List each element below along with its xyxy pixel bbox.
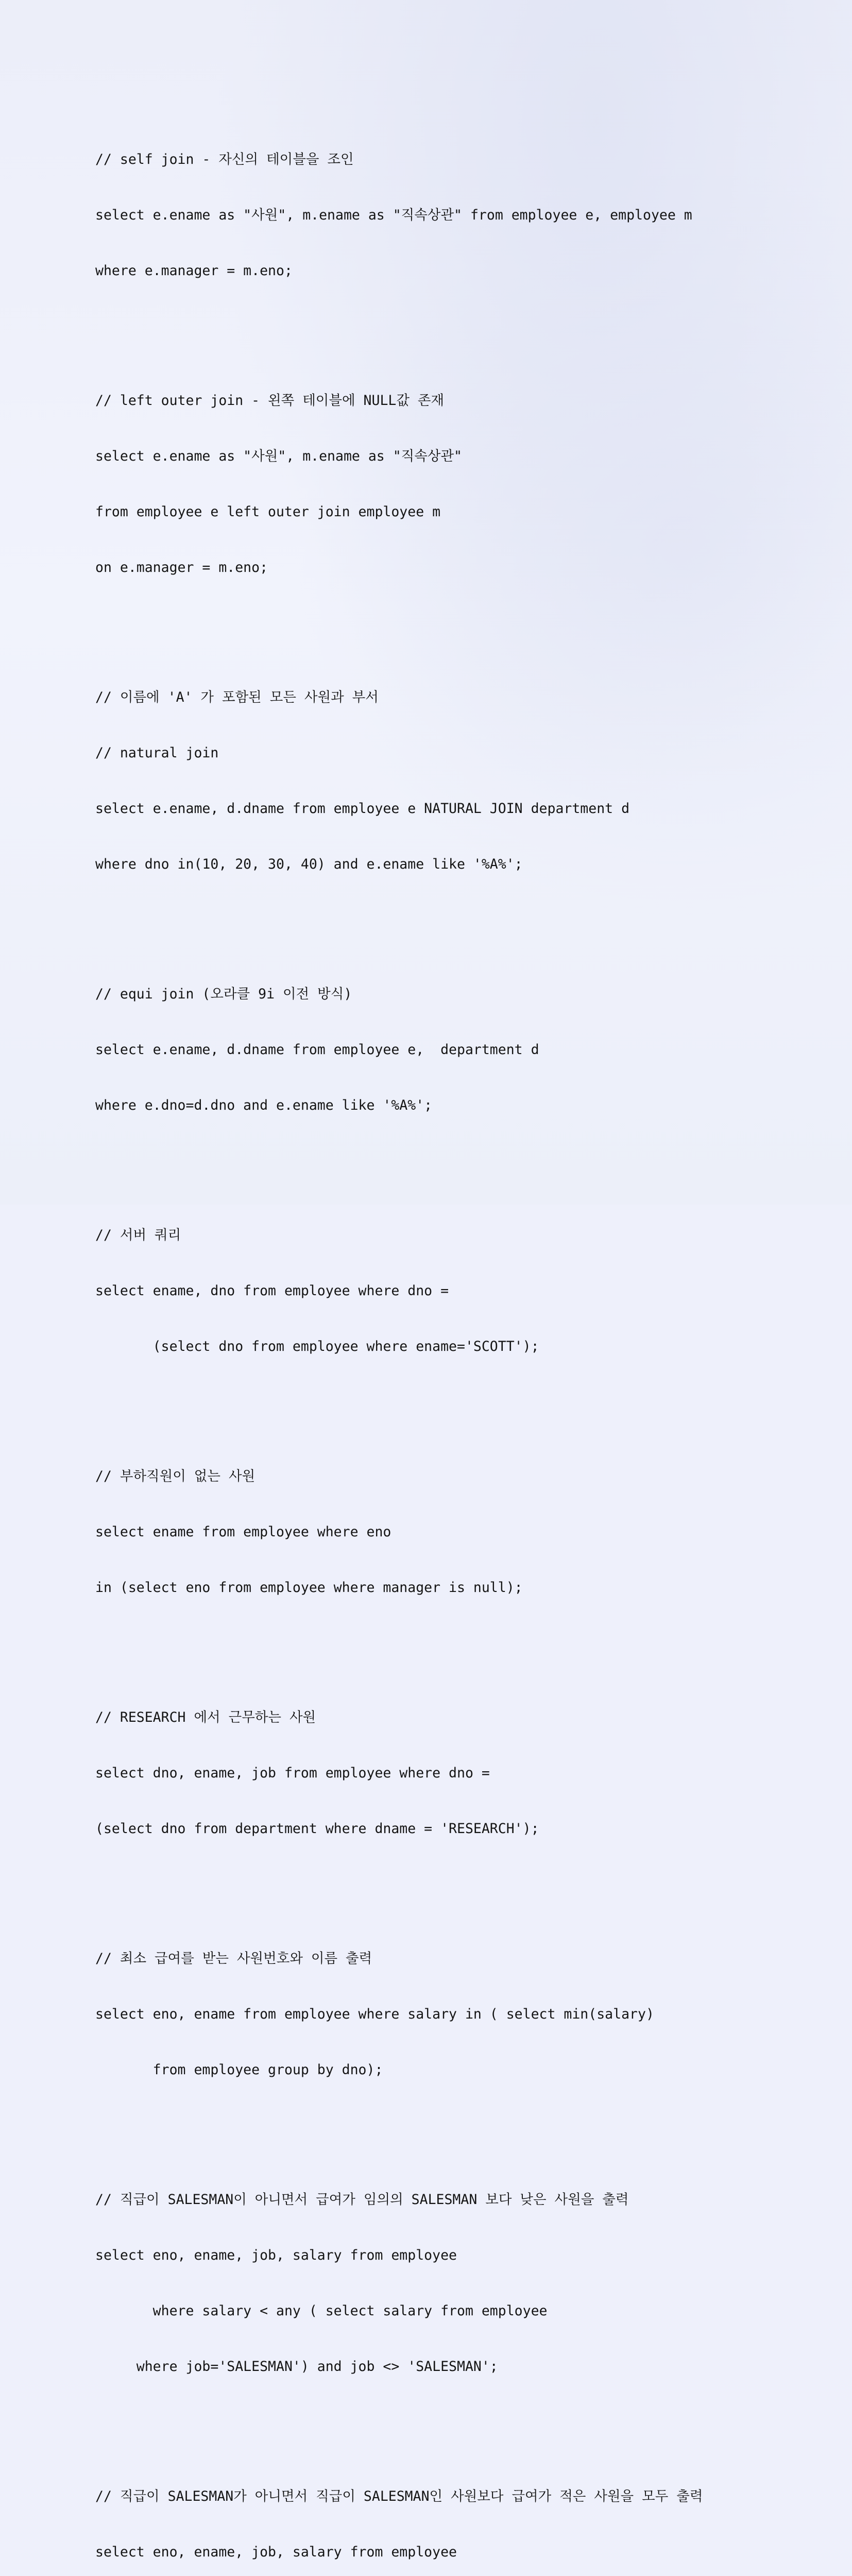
code-line: on e.manager = m.eno; [95, 560, 268, 575]
comment-line: // self join - 자신의 테이블을 조인 [95, 151, 354, 167]
comment-line: // 직급이 SALESMAN이 아니면서 급여가 임의의 SALESMAN 보다 낮은 사원을 출력 [95, 2192, 629, 2208]
code-line: (select dno from department where dname = 'RESEARCH'); [95, 1821, 539, 1837]
comment-line: // 최소 급여를 받는 사원번호와 이름 출력 [95, 1951, 372, 1967]
code-line: where dno in(10, 20, 30, 40) and e.ename like '%A%'; [95, 856, 523, 872]
comment-line: // 서버 쿼리 [95, 1227, 181, 1243]
code-line: select e.ename, d.dname from employee e NATURAL JOIN department d [95, 801, 630, 817]
comment-line: // left outer join - 왼쪽 테이블에 NULL값 존재 [95, 393, 445, 409]
code-line: select eno, ename from employee where salary in ( select min(salary) [95, 2006, 654, 2022]
code-line: where e.dno=d.dno and e.ename like '%A%'; [95, 1097, 433, 1113]
code-line: select ename, dno from employee where dno = [95, 1283, 449, 1299]
comment-line: // 부하직원이 없는 사원 [95, 1468, 255, 1484]
code-line: select dno, ename, job from employee where dno = [95, 1765, 490, 1781]
comment-line: // 이름에 'A' 가 포함된 모든 사원과 부서 [95, 689, 379, 705]
code-line: select e.ename as "사원", m.ename as "직속상관" from employee e, employee m [95, 207, 692, 223]
code-line: where e.manager = m.eno; [95, 263, 293, 279]
code-line: from employee group by dno); [95, 2062, 383, 2078]
comment-line: // natural join [95, 745, 219, 761]
comment-line: // equi join (오라클 9i 이전 방식) [95, 986, 352, 1002]
code-line: select e.ename as "사원", m.ename as "직속상관" [95, 448, 462, 464]
code-line: in (select eno from employee where manager is null); [95, 1580, 523, 1596]
code-line: select eno, ename, job, salary from employee [95, 2247, 457, 2263]
code-line: where salary < any ( select salary from employee [95, 2303, 548, 2319]
code-line: select ename from employee where eno [95, 1524, 391, 1540]
code-line: select eno, ename, job, salary from employee [95, 2544, 457, 2560]
comment-line: // RESEARCH 에서 근무하는 사원 [95, 1709, 316, 1725]
code-line: (select dno from employee where ename='SCOTT'); [95, 1338, 539, 1354]
code-line: from employee e left outer join employee m [95, 504, 441, 520]
sql-notes [95, 95, 765, 2576]
code-line: select e.ename, d.dname from employee e, department d [95, 1042, 539, 1058]
code-line: where job='SALESMAN') and job <> 'SALESMAN'; [95, 2359, 498, 2375]
comment-line: // 직급이 SALESMAN가 아니면서 직급이 SALESMAN인 사원보다 급여가 적은 사원을 모두 출력 [95, 2488, 703, 2504]
